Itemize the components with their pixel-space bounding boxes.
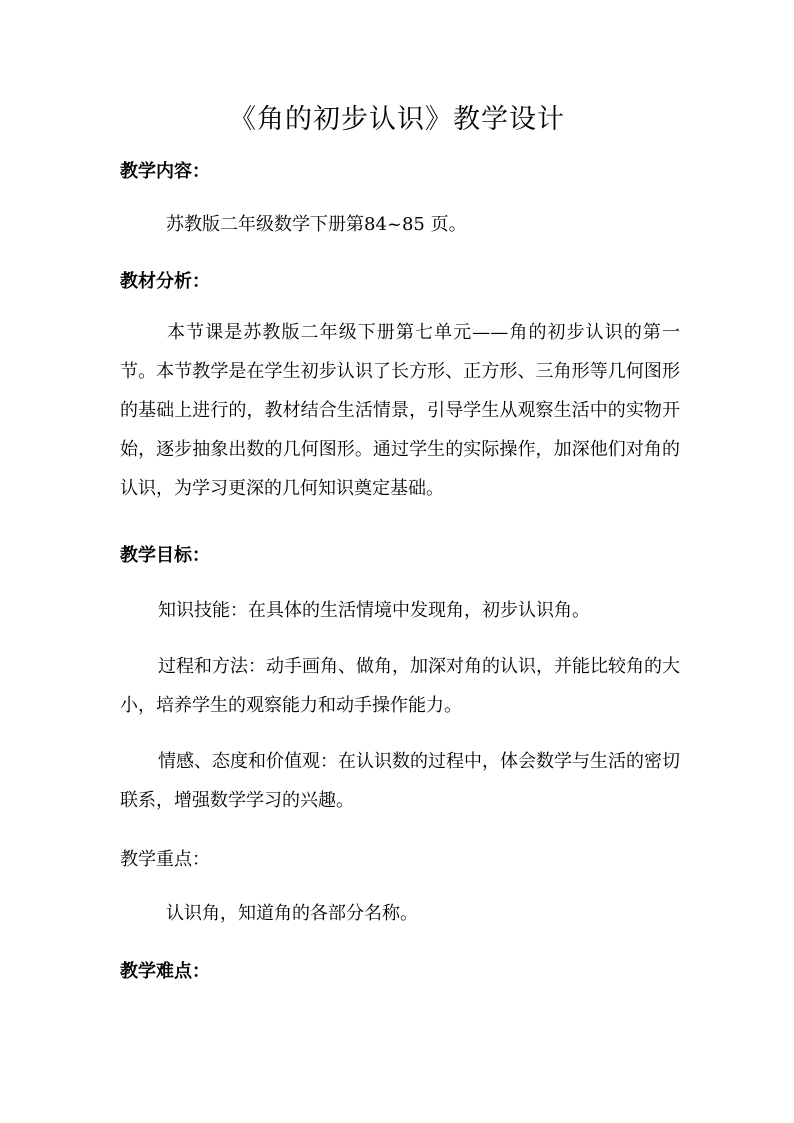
document-title: 《角的初步认识》教学设计 xyxy=(229,104,565,135)
section-heading-key-points: 教学重点： xyxy=(120,849,210,870)
analysis-paragraph: 本节课是苏教版二年级下册第七单元——角的初步认识的第一节。本节教学是在学生初步认识了长方形、正方形、三角形等几何图形的基础上进行的，教材结合生活情景，引导学生从观察生活中的实物开始，逐步抽象出数的几何图形。通过学生的实际操作，加深他们对角的认识，为学习更深的几何知识奠定基础。 xyxy=(120,322,680,499)
section-heading-difficulties: 教学难点： xyxy=(120,961,210,982)
content-text: 苏教版二年级数学下册第84~85 页。 xyxy=(166,214,467,235)
objective-knowledge: 知识技能：在具体的生活情境中发现角，初步认识角。 xyxy=(158,600,590,621)
key-points-text: 认识角，知道角的各部分名称。 xyxy=(166,903,418,924)
objective-emotion: 情感、态度和价值观：在认识数的过程中，体会数学与生活的密切联系，增强数学学习的兴趣。 xyxy=(120,751,680,811)
objective-process: 过程和方法：动手画角、做角，加深对角的认识，并能比较角的大小，培养学生的观察能力和动手操作能力。 xyxy=(120,656,680,716)
section-heading-objectives: 教学目标： xyxy=(120,545,210,566)
section-heading-analysis: 教材分析： xyxy=(120,271,210,292)
section-heading-content: 教学内容： xyxy=(120,161,210,182)
